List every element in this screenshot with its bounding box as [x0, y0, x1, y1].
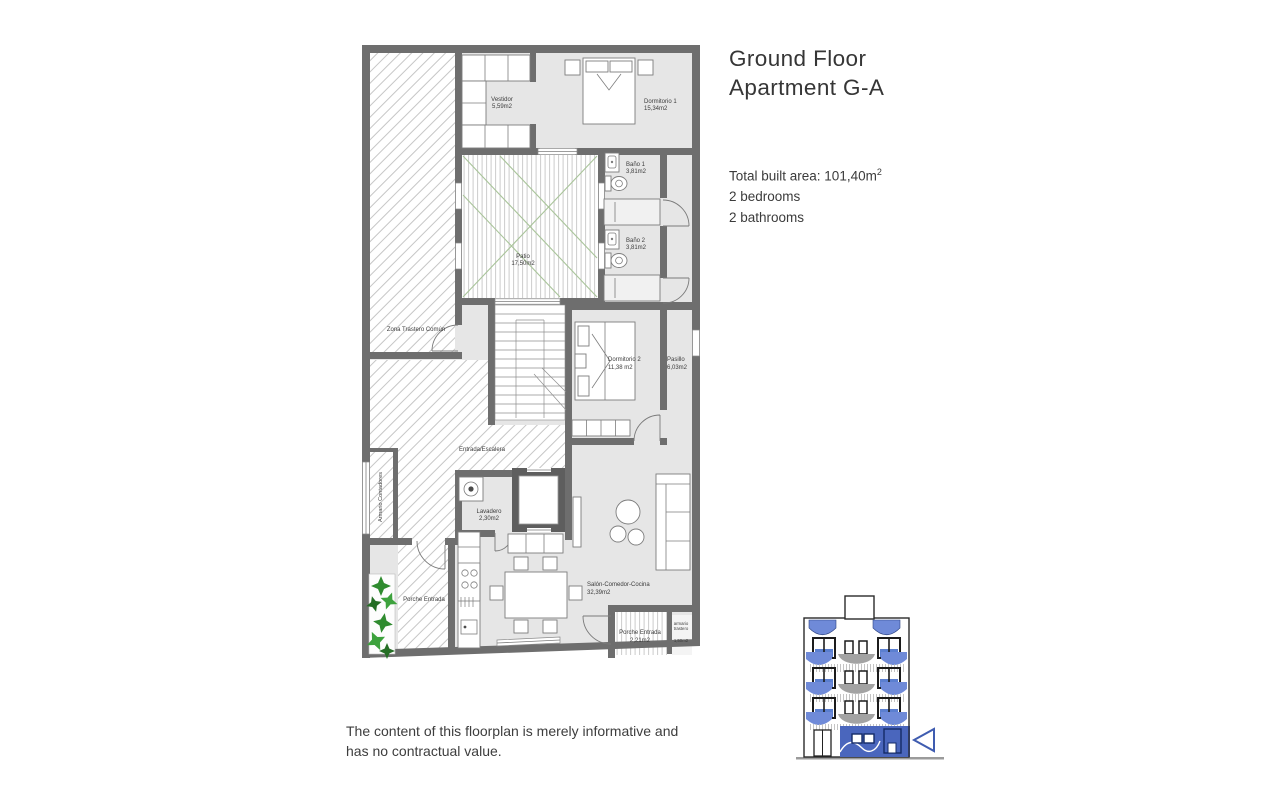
stairs-icon [495, 305, 566, 420]
sink-icon [605, 230, 619, 249]
label-lavadero: Lavadero [476, 509, 502, 515]
svg-text:5,59m2: 5,59m2 [491, 104, 513, 110]
label-armario-contadores: Armario Contadores [378, 471, 384, 523]
sink-icon [605, 153, 619, 172]
floorplan [358, 40, 706, 668]
svg-text:3,81m2: 3,81m2 [626, 245, 647, 251]
label-pasillo: Pasillo [667, 357, 685, 363]
label-patio: Patio [516, 254, 530, 260]
dresser-icon [572, 420, 630, 436]
svg-text:2,21m2: 2,21m2 [629, 638, 651, 644]
roof-box [845, 596, 874, 619]
label-dormitorio1: Dormitorio 1 [644, 99, 677, 105]
building-elevation [788, 586, 968, 776]
title-line-2: Apartment G-A [729, 75, 885, 100]
label-vestidor: Vestidor [491, 97, 513, 103]
svg-text:3,81m2: 3,81m2 [626, 169, 647, 175]
summary-block [729, 162, 882, 228]
washing-machine-icon [459, 477, 483, 501]
svg-text:11,38 m2: 11,38 m2 [608, 365, 633, 371]
elevator-icon [512, 468, 565, 532]
sofa-icon [656, 474, 690, 570]
label-bano1: Baño 1 [626, 162, 646, 168]
disclaimer: The content of this floorplan is merely informative and has no contractual value. [346, 723, 679, 759]
label-porche-derecho: Porche Entrada [619, 630, 661, 636]
bathrooms-count: 2 bathrooms [729, 209, 805, 225]
shower-icon [604, 199, 660, 225]
svg-text:trastero: trastero [673, 626, 689, 631]
total-built-area: Total built area: $101,40m^2$ [729, 167, 882, 184]
view-direction-icon [914, 729, 934, 751]
toilet-icon [605, 176, 627, 191]
label-porche-izquierdo: Porche Entrada [403, 597, 445, 603]
toilet-icon [605, 253, 627, 268]
title-line-1: Ground Floor [729, 46, 867, 71]
svg-text:17,50m2: 17,50m2 [511, 261, 535, 267]
label-zona-trastero: Zona Trastero Común [386, 327, 446, 333]
svg-text:2,30m2: 2,30m2 [478, 516, 500, 522]
bedrooms-count: 2 bedrooms [729, 189, 801, 204]
label-salon: Salón-Comedor-Cocina [587, 582, 650, 588]
svg-text:15,34m2: 15,34m2 [644, 106, 668, 112]
svg-text:32,39m2: 32,39m2 [587, 590, 611, 596]
label-armario-trastero: armario [673, 621, 689, 626]
svg-text:1,50m2: 1,50m2 [673, 638, 689, 643]
svg-text:6,03m2: 6,03m2 [667, 365, 688, 371]
label-dormitorio2: Dormitorio 2 [608, 357, 641, 363]
label-bano2: Baño 2 [626, 238, 646, 244]
shower-icon [604, 275, 660, 301]
label-entrada: Entrada/Escalera [458, 447, 506, 453]
page-title [729, 44, 884, 102]
